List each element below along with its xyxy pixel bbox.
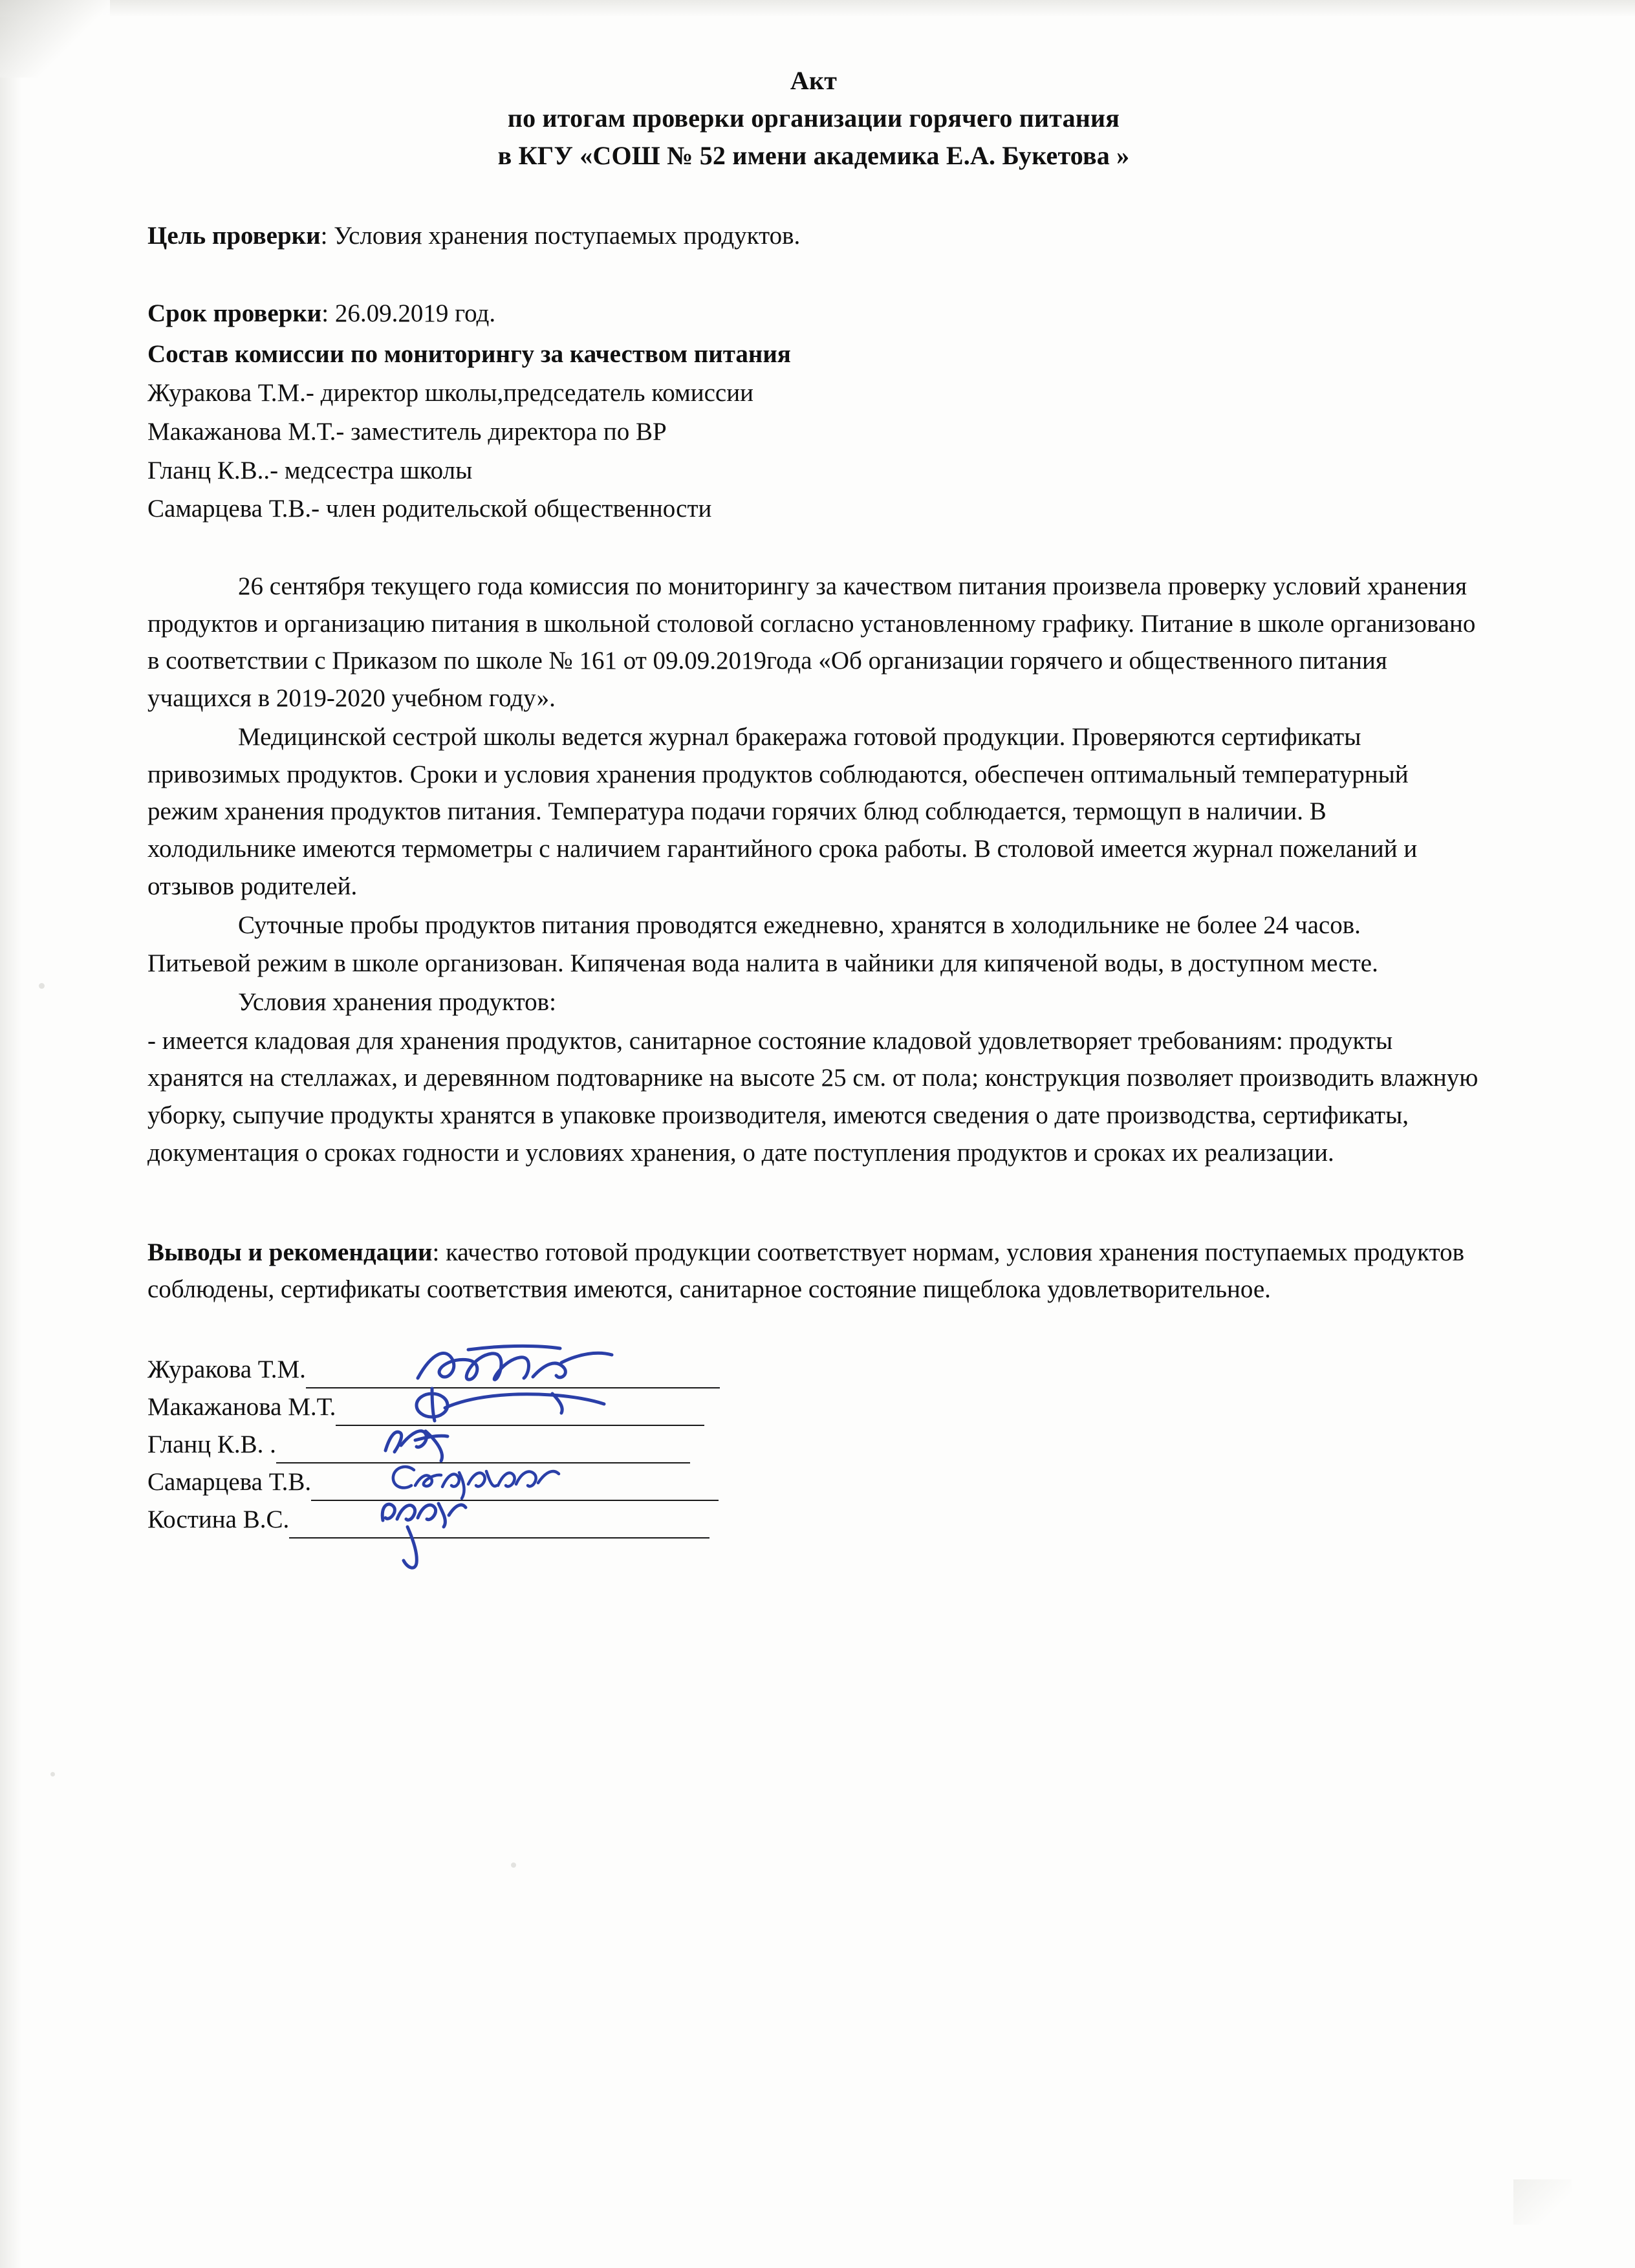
signature-row xyxy=(147,1463,1480,1501)
signatory-name: Костина В.С. xyxy=(147,1505,290,1533)
signature-line[interactable] xyxy=(311,1474,719,1501)
signature-line[interactable] xyxy=(306,1361,720,1388)
signature-line[interactable] xyxy=(289,1511,709,1539)
inspection-goal-label: Цель проверки xyxy=(147,222,321,250)
signatory-name: Макажанова М.Т. xyxy=(147,1392,336,1421)
commission-title: Состав комиссии по мониторингу за качеством питания xyxy=(147,340,791,369)
document-title xyxy=(147,62,1480,175)
body-paragraph: - имеется кладовая для хранения продуктов, санитарное состояние кладовой удовлетворяет требованиям: продукты хранятся на стеллажах, и деревянном подтоварнике на высоте 25 см. от пола; конструкция позволяет производить влажную уборку, сыпучие продукты хранятся в упаковке производителя, имеются сведения о дате производства, сертификаты, документация о сроках годности и условиях хранения, о дате поступления продуктов и сроках их реализации. xyxy=(147,1026,1478,1167)
body-paragraph: Условия хранения продуктов: xyxy=(238,988,556,1016)
commission-member: Журакова Т.М.- директор школы,председатель комиссии xyxy=(147,379,753,407)
conclusion-text: : качество готовой продукции соответствует нормам, условия хранения поступаемых продуктов соблюдены, сертификаты соответствия имеются, санитарное состояние пищеблока удовлетворительное. xyxy=(147,1238,1465,1304)
signatory-name: Журакова Т.М. xyxy=(147,1355,306,1383)
scan-corner-shadow xyxy=(0,0,110,78)
scan-speck xyxy=(39,983,45,989)
document-body xyxy=(147,568,1480,1172)
scan-speck xyxy=(511,1863,516,1868)
commission-member: Самарцева Т.В.- член родительской общественности xyxy=(147,495,712,523)
title-line-2: по итогам проверки организации горячего питания xyxy=(507,103,1120,133)
signatory-name: Гланц К.В. . xyxy=(147,1430,276,1458)
inspection-term-label: Срок проверки xyxy=(147,299,322,327)
signature-line[interactable] xyxy=(276,1436,690,1463)
title-line-1: Акт xyxy=(790,66,838,95)
body-paragraph: Медицинской сестрой школы ведется журнал бракеража готовой продукции. Проверяются сертификаты привозимых продуктов. Сроки и условия хранения продуктов соблюдаются, обеспечен оптимальный температурный режим хранения продуктов питания. Температура подачи горячих блюд соблюдается, термощуп в наличии. В холодильнике имеются термометры с наличием гарантийного срока работы. В столовой имеется журнал пожеланий и отзывов родителей. xyxy=(147,722,1418,900)
title-line-3: в КГУ «СОШ № 52 имени академика Е.А. Букетова » xyxy=(497,141,1130,170)
signature-block xyxy=(147,1351,1480,1539)
signature-row xyxy=(147,1351,1480,1388)
body-paragraph: 26 сентября текущего года комиссия по мониторингу за качеством питания произвела проверку условий хранения продуктов и организацию питания в школьной столовой согласно установленному графику. Питание в школе организовано в соответствии с Приказом по школе № 161 от 09.09.2019года «Об организации горячего и общественного питания учащихся в 2019-2020 учебном году». xyxy=(147,572,1476,713)
body-paragraph: Питьевой режим в школе организован. Кипяченая вода налита в чайники для кипяченой воды, в доступном месте. xyxy=(147,949,1378,978)
commission-member: Гланц К.В..- медсестра школы xyxy=(147,456,473,484)
inspection-goal-text: : Условия хранения поступаемых продуктов. xyxy=(320,222,801,250)
scan-edge-left xyxy=(0,0,22,2268)
signature-line[interactable] xyxy=(336,1399,704,1426)
inspection-term xyxy=(147,295,1480,332)
document-content xyxy=(147,62,1480,1539)
signature-row xyxy=(147,1501,1480,1539)
scan-footer-mark xyxy=(1513,2179,1572,2225)
commission-member: Макажанова М.Т.- заместитель директора по ВР xyxy=(147,417,667,446)
conclusion-label: Выводы и рекомендации xyxy=(147,1238,433,1266)
signatory-name: Самарцева Т.В. xyxy=(147,1467,312,1496)
signature-row xyxy=(147,1426,1480,1463)
conclusion xyxy=(147,1234,1480,1308)
scan-edge-top xyxy=(0,0,1635,17)
signature-row xyxy=(147,1388,1480,1426)
scan-speck xyxy=(50,1772,55,1777)
inspection-term-text: : 26.09.2019 год. xyxy=(321,299,496,327)
body-paragraph: Суточные пробы продуктов питания проводятся ежедневно, хранятся в холодильнике не более 24 часов. xyxy=(238,911,1361,939)
inspection-goal xyxy=(147,217,1480,255)
